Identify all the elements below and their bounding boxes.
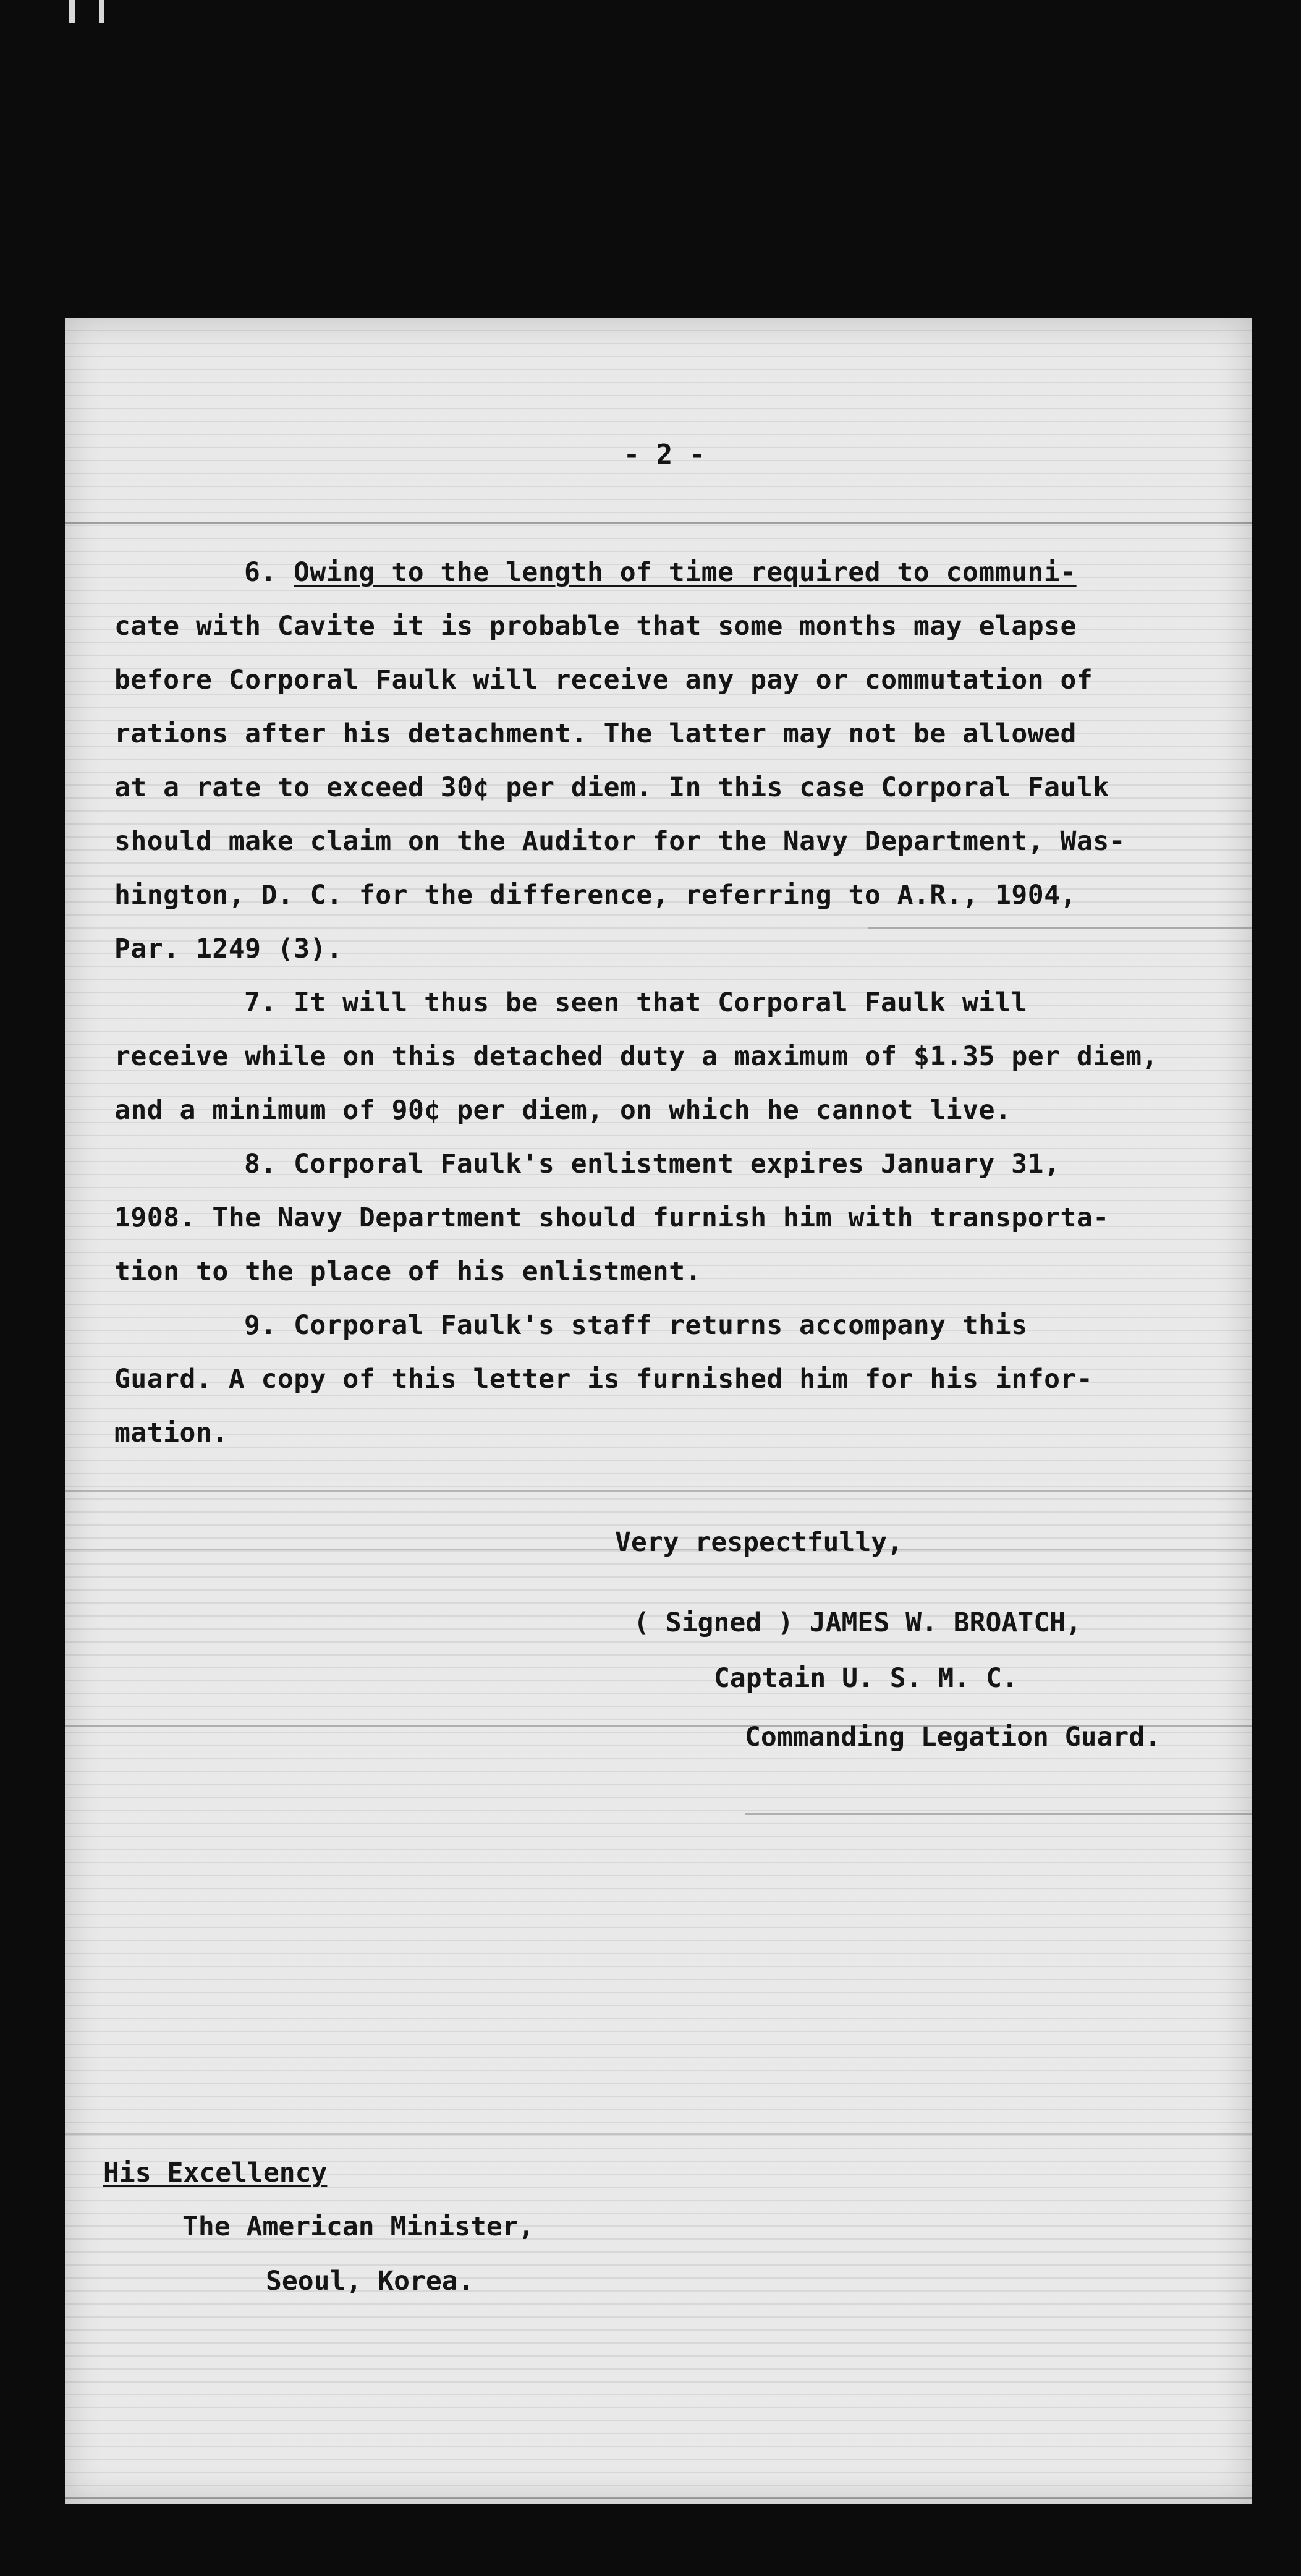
letter-body — [114, 546, 1214, 1460]
paragraph-line: receive while on this detached duty a maximum of $1.35 per diem, — [114, 1041, 1158, 1072]
paragraph-line: tion to the place of his enlistment. — [114, 1256, 701, 1287]
paragraph-line: Par. 1249 (3). — [114, 933, 343, 964]
paragraph-number: 8. — [244, 1149, 277, 1180]
paragraph-number: 6. — [244, 557, 277, 588]
ruled-line — [65, 1490, 1252, 1492]
signature-line: ( Signed ) JAMES W. BROATCH, — [634, 1607, 1082, 1638]
address-line-2: The American Minister, — [182, 2211, 535, 2242]
paragraph-line: Corporal Faulk's staff returns accompany this — [294, 1310, 1028, 1341]
paragraph-line: cate with Cavite it is probable that some months may elapse — [114, 611, 1077, 642]
signer-rank: Captain U. S. M. C. — [714, 1663, 1018, 1694]
address-line-1: His Excellency — [103, 2157, 328, 2188]
paragraph-line: Owing to the length of time required to communi- — [294, 557, 1077, 588]
ruled-line — [65, 2133, 1252, 2135]
signer-title: Commanding Legation Guard. — [745, 1722, 1161, 1753]
paragraph-line: should make claim on the Auditor for the Navy Department, Was- — [114, 826, 1126, 857]
page-number: - 2 - — [623, 439, 706, 470]
paragraph-line: Corporal Faulk's enlistment expires January 31, — [294, 1149, 1061, 1180]
paragraph-line: at a rate to exceed 30¢ per diem. In this case Corporal Faulk — [114, 772, 1109, 803]
film-frame-mark-right — [99, 0, 104, 23]
paragraph-line: rations after his detachment. The latter may not be allowed — [114, 718, 1077, 749]
paragraph-line: before Corporal Faulk will receive any pay or commutation of — [114, 665, 1093, 695]
paragraph-line: Guard. A copy of this letter is furnished him for his infor- — [114, 1364, 1093, 1395]
paragraph-number: 9. — [244, 1310, 277, 1341]
ruled-line — [65, 522, 1252, 524]
ruled-line — [745, 1813, 1252, 1815]
film-frame-mark-left — [69, 0, 75, 23]
paragraph-line: and a minimum of 90¢ per diem, on which he cannot live. — [114, 1095, 1012, 1126]
paragraph-7 — [114, 976, 1214, 1137]
paragraph-number: 7. — [244, 987, 277, 1018]
paragraph-9 — [114, 1299, 1214, 1460]
paragraph-line: 1908. The Navy Department should furnish him with transporta- — [114, 1202, 1109, 1233]
paragraph-line: mation. — [114, 1418, 229, 1448]
address-line-3: Seoul, Korea. — [266, 2266, 474, 2297]
paragraph-line: It will thus be seen that Corporal Faulk will — [294, 987, 1028, 1018]
ruled-line — [65, 2497, 1252, 2499]
paragraph-6 — [114, 546, 1214, 976]
document-page — [65, 318, 1252, 2504]
paragraph-line: hington, D. C. for the difference, referring to A.R., 1904, — [114, 880, 1077, 911]
paragraph-8 — [114, 1137, 1214, 1299]
closing-salutation: Very respectfully, — [615, 1527, 903, 1558]
